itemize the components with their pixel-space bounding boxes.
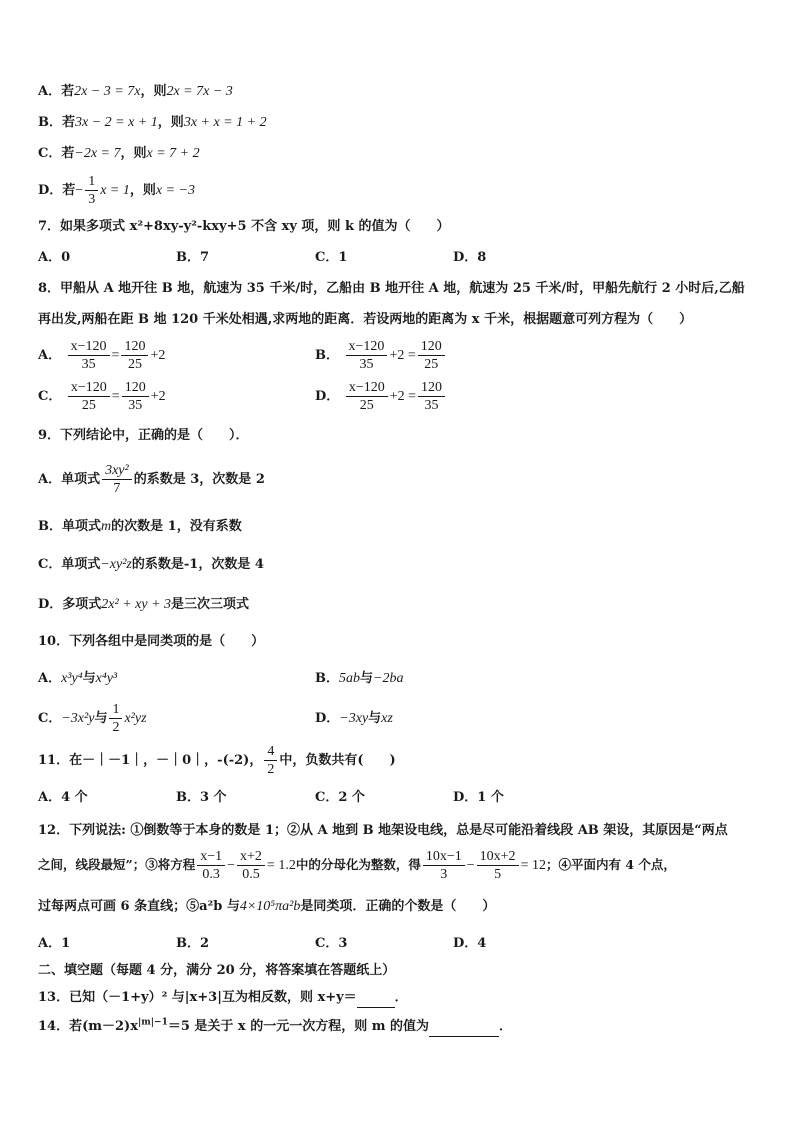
denominator: 3: [440, 867, 448, 882]
fraction: [68, 379, 110, 414]
numerator: x−120: [346, 338, 388, 356]
q7-option-d: D．8: [453, 250, 487, 265]
math-expr: x = 7 + 2: [146, 146, 200, 161]
numerator: x+2: [237, 848, 265, 866]
fraction: [423, 848, 465, 883]
exponent: |m|−1: [137, 1017, 168, 1028]
denominator: 25: [424, 357, 439, 372]
text: 的次数是 1，没有系数: [111, 519, 242, 534]
q7-option-c: C．1: [315, 250, 348, 265]
math-expr: 3x + x = 1 + 2: [183, 115, 267, 130]
q9-stem: 9．下列结论中，正确的是（ ）．: [38, 428, 249, 443]
text: 11．在－｜－1｜，－｜0｜，-(-2)，: [38, 753, 263, 768]
text: ；④平面内有 4 个点，: [545, 857, 676, 872]
text: A．单项式: [38, 472, 101, 487]
q8-stem-line1: 8．甲船从 A 地开往 B 地，航速为 35 千米/时，乙船由 B 地开往 A 地，航速为 25 千米/时，甲船先航行 2 小时后,乙船: [38, 281, 745, 296]
option-label: B．: [315, 671, 339, 686]
equals: =: [111, 389, 120, 404]
math-expr: −3xy: [339, 711, 369, 726]
text: B．单项式: [38, 519, 101, 534]
math-expr: −2ba: [373, 671, 404, 686]
q10-option-d: [315, 710, 393, 728]
denominator: 25: [81, 398, 96, 413]
numerator: 10x+2: [477, 848, 519, 866]
option-label: C．: [38, 389, 62, 404]
q9-option-b: [38, 518, 242, 536]
text: 与: [82, 671, 96, 686]
fraction: [237, 848, 265, 883]
fraction: [477, 848, 519, 883]
q14-stem: [38, 1018, 512, 1037]
denominator: 0.3: [202, 867, 220, 882]
q6-option-a: [38, 83, 233, 101]
text: D．多项式: [38, 597, 102, 612]
section-heading: 二、填空题（每题 4 分，满分 20 分，将答案填在答题纸上）: [38, 963, 396, 978]
math-expr: x²yz: [124, 711, 147, 726]
numerator: 120: [122, 379, 149, 397]
math-expr: −xy²z: [100, 557, 132, 572]
numerator: 120: [418, 379, 445, 397]
q7-option-b: B．7: [176, 250, 210, 265]
option-label: A．: [38, 671, 62, 686]
q12-stem-line2: [38, 845, 676, 886]
fraction: [68, 338, 110, 373]
math-expr: x³y⁴: [61, 671, 83, 686]
numerator: 4: [264, 743, 277, 761]
option-label: B．: [315, 348, 339, 363]
denominator: 7: [113, 481, 121, 496]
option-label: A．: [38, 348, 62, 363]
text: 之间，线段最短”；③将方程: [38, 857, 196, 872]
q12-option-a: A．1: [38, 936, 71, 951]
q12-option-b: B．2: [176, 936, 210, 951]
text: 是三次三项式: [171, 597, 250, 612]
q6-option-c: [38, 145, 200, 163]
option-label: C．: [38, 711, 62, 726]
math-expr: x⁴y³: [95, 671, 118, 686]
q10-option-b: [315, 670, 403, 688]
q13-stem: [38, 989, 408, 1008]
denominator: 25: [127, 357, 142, 372]
fraction: [197, 848, 225, 883]
q9-option-c: [38, 556, 264, 574]
minus-sign: −: [75, 183, 84, 198]
numerator: 3xy²: [102, 462, 132, 480]
denominator: 35: [424, 398, 439, 413]
numerator: x−120: [68, 338, 110, 356]
text: ，则: [120, 146, 147, 161]
text: 若: [61, 146, 75, 161]
option-label: B．: [38, 115, 62, 130]
denominator: 25: [359, 398, 374, 413]
text: 中，负数共有( ): [279, 753, 396, 768]
text: 若: [61, 84, 75, 99]
denominator: 2: [267, 762, 275, 777]
q12-stem-line3: [38, 898, 495, 916]
q12-option-d: D．4: [453, 936, 487, 951]
math-expr: +2 =: [389, 348, 416, 363]
numerator: x−120: [68, 379, 110, 397]
denominator: 35: [359, 357, 374, 372]
text: 与: [360, 671, 374, 686]
option-label: D．: [315, 711, 340, 726]
q10-option-c: [38, 700, 147, 738]
q11-option-c: C．2 个: [315, 790, 365, 805]
minus-sign: −: [227, 858, 236, 873]
q6-option-d: [38, 172, 195, 210]
text: 过每两点可画 6 条直线；⑤a²b 与: [38, 899, 240, 914]
q9-option-d: [38, 596, 249, 614]
text: ，则: [157, 115, 184, 130]
fraction: [346, 379, 388, 414]
numerator: x−1: [197, 848, 225, 866]
math-expr: 2x = 7x − 3: [166, 84, 233, 99]
q8-option-d: [315, 378, 447, 416]
text: ．: [499, 1019, 513, 1034]
q10-stem: 10．下列各组中是同类项的是（ ）: [38, 634, 265, 649]
math-expr: +2 =: [389, 389, 417, 404]
text: 若: [62, 115, 76, 130]
text: ＝5 是关于 x 的一元一次方程，则 m 的值为: [167, 1019, 430, 1034]
q8-stem-line2: 再出发,两船在距 B 地 120 千米处相遇,求两地的距离．若设两地的距离为 x 千米，根据题意可列方程为（ ）: [38, 312, 693, 327]
math-expr: = 12: [520, 858, 546, 873]
q10-option-a: [38, 670, 117, 688]
denominator: 5: [494, 867, 502, 882]
numerator: 10x−1: [423, 848, 465, 866]
text: 的系数是 3，次数是 2: [133, 472, 265, 487]
fraction: [418, 338, 445, 373]
equals: =: [111, 348, 120, 363]
math-expr: +2: [150, 389, 166, 404]
text: 是同类项．正确的个数是（ ）: [300, 899, 496, 914]
option-label: D．: [38, 183, 63, 198]
q11-option-d: D．1 个: [453, 790, 504, 805]
math-expr: x = −3: [155, 183, 195, 198]
denominator: 0.5: [242, 867, 260, 882]
q9-option-a: [38, 459, 265, 501]
answer-blank[interactable]: [357, 989, 395, 1008]
q11-option-b: B．3 个: [176, 790, 227, 805]
q7-stem: 7．如果多项式 x²+8xy-y²-kxy+5 不含 xy 项，则 k 的值为（ ）: [38, 219, 450, 234]
q8-option-b: [315, 337, 447, 375]
fraction: [85, 173, 98, 208]
q8-option-c: [38, 378, 166, 416]
q12-stem-line1: 12．下列说法: ①倒数等于本身的数是 1；②从 A 地到 B 地架设电线，总是尽可能沿着线段 AB 架设，其原因是“两点: [38, 823, 728, 838]
numerator: x−120: [346, 379, 388, 397]
numerator: 1: [85, 173, 98, 191]
math-expr: −2x = 7: [74, 146, 121, 161]
text: 14．若(m－2)x: [38, 1019, 138, 1034]
text: 13．已知（－1+y）² 与|x+3|互为相反数，则 x+y＝: [38, 990, 357, 1005]
text: 中的分母化为整数，得: [295, 857, 421, 872]
numerator: 120: [418, 338, 445, 356]
math-expr: −3x²y: [61, 711, 95, 726]
text: 与: [94, 711, 108, 726]
minus-sign: −: [466, 858, 475, 873]
math-expr: xz: [381, 711, 393, 726]
text: 与: [368, 711, 382, 726]
math-expr: 5ab: [339, 671, 360, 686]
fraction: [264, 743, 277, 778]
fraction: [122, 379, 149, 414]
math-expr: x = 1: [100, 183, 130, 198]
numerator: 120: [121, 338, 148, 356]
denominator: 2: [112, 720, 120, 735]
fraction: [346, 338, 388, 373]
numerator: 1: [109, 701, 122, 719]
text: ，则: [129, 183, 156, 198]
option-label: A．: [38, 84, 62, 99]
text: C．单项式: [38, 557, 101, 572]
math-expr: 2x² + xy + 3: [101, 597, 172, 612]
q7-option-a: A．0: [38, 250, 71, 265]
option-label: D．: [315, 389, 340, 404]
math-expr: 4×10⁵πa²b: [239, 899, 301, 914]
denominator: 3: [88, 192, 96, 207]
fraction: [102, 462, 132, 497]
math-expr: +2: [150, 348, 166, 363]
text: ，则: [140, 84, 167, 99]
q11-option-a: A．4 个: [38, 790, 88, 805]
fraction: [109, 701, 122, 736]
denominator: 35: [81, 357, 96, 372]
math-expr: 3x − 2 = x + 1: [75, 115, 158, 130]
math-expr: 2x − 3 = 7x: [74, 84, 141, 99]
q12-option-c: C．3: [315, 936, 348, 951]
fraction: [121, 338, 148, 373]
math-expr: m: [101, 519, 112, 534]
q8-option-a: [38, 337, 165, 375]
text: ．: [394, 990, 408, 1005]
fraction: [418, 379, 445, 414]
q11-stem: [38, 742, 396, 780]
text: 的系数是-1，次数是 4: [131, 557, 264, 572]
text: 若: [62, 183, 76, 198]
answer-blank[interactable]: [429, 1018, 499, 1037]
option-label: C．: [38, 146, 62, 161]
denominator: 35: [128, 398, 143, 413]
q6-option-b: [38, 114, 267, 132]
math-expr: = 1.2: [266, 858, 296, 873]
